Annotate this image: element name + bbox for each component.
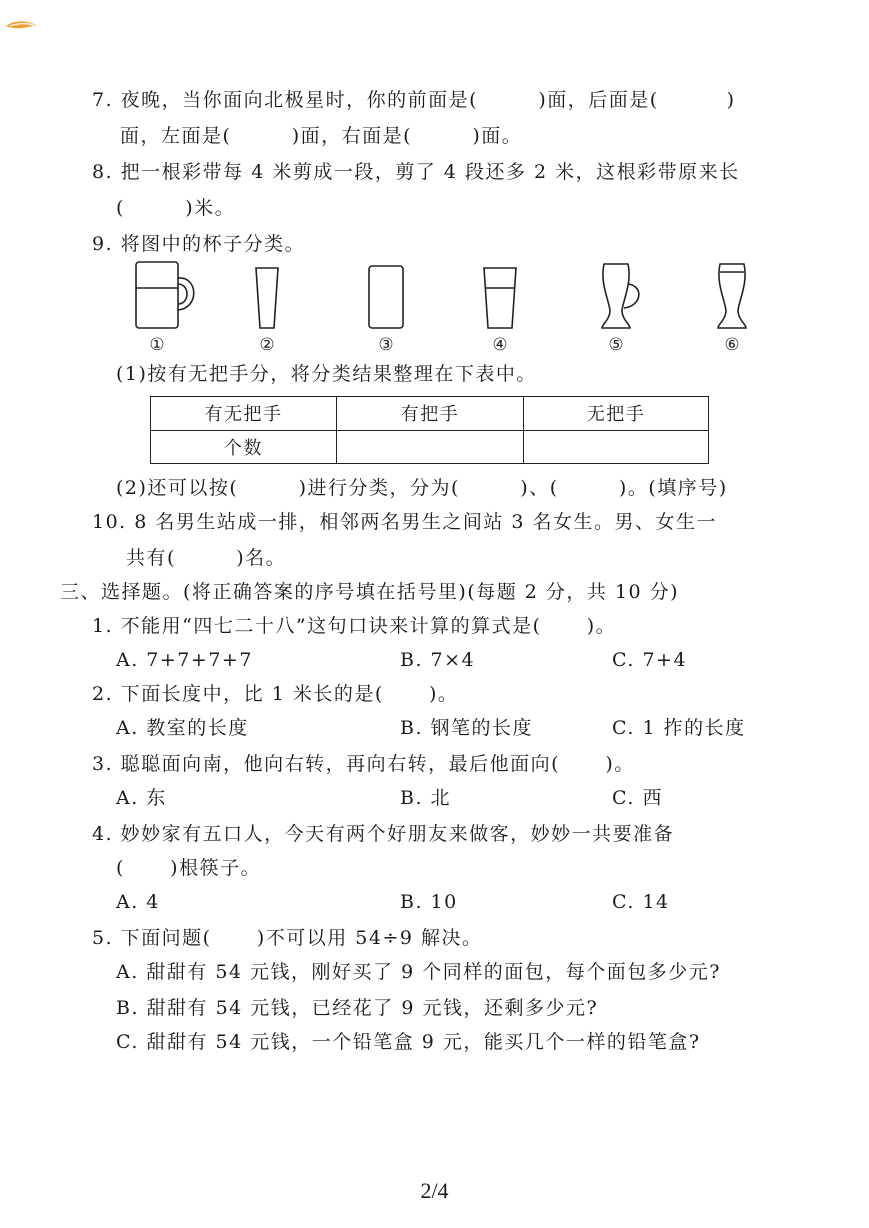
choice-5-option-c[interactable]: C. 甜甜有 54 元钱，一个铅笔盒 9 元，能买几个一样的铅笔盒? (116, 1031, 701, 1053)
cup-2-label: ② (259, 335, 275, 355)
question-9-part-2: (2)还可以按( )进行分类，分为( )、( )。(填序号) (116, 477, 728, 499)
cup-3-label: ③ (378, 335, 394, 355)
choice-3-option-b[interactable]: B. 北 (400, 787, 452, 809)
orange-corner-mark-icon (4, 18, 38, 34)
cup-5-label: ⑤ (608, 335, 624, 355)
table-header-handle: 有无把手 (151, 397, 337, 431)
choice-3-option-c[interactable]: C. 西 (612, 787, 663, 809)
question-8-line-2: ( )米。 (116, 197, 236, 219)
cup-3-glass-icon (369, 266, 403, 328)
table-header-without-handle: 无把手 (524, 397, 709, 431)
table-cell-without-handle-count[interactable] (524, 430, 709, 464)
cup-1-label: ① (149, 335, 165, 355)
choice-2-question: 2. 下面长度中，比 1 米长的是( )。 (92, 683, 459, 705)
choice-3-option-a[interactable]: A. 东 (116, 787, 167, 809)
question-8-line-1: 8. 把一根彩带每 4 米剪成一段，剪了 4 段还多 2 米，这根彩带原来长 (92, 161, 740, 183)
question-7-line-1: 7. 夜晚，当你面向北极星时，你的前面是( )面，后面是( ) (92, 89, 736, 111)
choice-2-option-b[interactable]: B. 钢笔的长度 (400, 717, 534, 739)
cup-4-label: ④ (492, 335, 508, 355)
choice-1-option-b[interactable]: B. 7×4 (400, 649, 476, 671)
question-9-part-1: (1)按有无把手分，将分类结果整理在下表中。 (116, 363, 537, 385)
cup-5-handled-glass-icon (602, 264, 639, 328)
question-9-title: 9. 将图中的杯子分类。 (92, 233, 306, 255)
choice-4-option-a[interactable]: A. 4 (116, 891, 160, 913)
choice-2-option-a[interactable]: A. 教室的长度 (116, 717, 249, 739)
question-10-line-2: 共有( )名。 (126, 547, 287, 569)
choice-1-option-a[interactable]: A. 7+7+7+7 (116, 649, 253, 671)
table-header-with-handle: 有把手 (337, 397, 524, 431)
choice-5-option-a[interactable]: A. 甜甜有 54 元钱，刚好买了 9 个同样的面包，每个面包多少元? (116, 961, 721, 983)
choice-5-option-b[interactable]: B. 甜甜有 54 元钱，已经花了 9 元钱，还剩多少元? (116, 997, 599, 1019)
table-cell-with-handle-count[interactable] (337, 430, 524, 464)
choice-3-question: 3. 聪聪面向南，他向右转，再向右转，最后他面向( )。 (92, 753, 635, 775)
classification-table (150, 396, 709, 464)
table-row-count-label: 个数 (151, 430, 337, 464)
choice-4-option-c[interactable]: C. 14 (612, 891, 670, 913)
cups-figure (128, 258, 758, 358)
question-10-line-1: 10. 8 名男生站成一排，相邻两名男生之间站 3 名女生。男、女生一 (92, 511, 718, 533)
cup-2-tumbler-icon (256, 268, 278, 328)
choice-4-option-b[interactable]: B. 10 (400, 891, 458, 913)
page-number: 2/4 (420, 1178, 449, 1203)
cup-6-curved-glass-icon (718, 264, 746, 328)
choice-4-question-line-2: ( )根筷子。 (116, 857, 262, 879)
cup-1-mug-icon (136, 262, 194, 328)
choice-2-option-c[interactable]: C. 1 拃的长度 (612, 717, 746, 739)
choice-4-question-line-1: 4. 妙妙家有五口人，今天有两个好朋友来做客，妙妙一共要准备 (92, 823, 675, 845)
cup-6-label: ⑥ (724, 335, 740, 355)
choice-1-option-c[interactable]: C. 7+4 (612, 649, 688, 671)
cup-4-tumbler-icon (484, 268, 516, 328)
section-3-heading: 三、选择题。(将正确答案的序号填在括号里)(每题 2 分，共 10 分) (60, 581, 680, 603)
question-7-line-2: 面，左面是( )面，右面是( )面。 (120, 125, 523, 147)
choice-1-question: 1. 不能用“四七二十八”这句口诀来计算的算式是( )。 (92, 615, 617, 637)
choice-5-question: 5. 下面问题( )不可以用 54÷9 解决。 (92, 927, 483, 949)
